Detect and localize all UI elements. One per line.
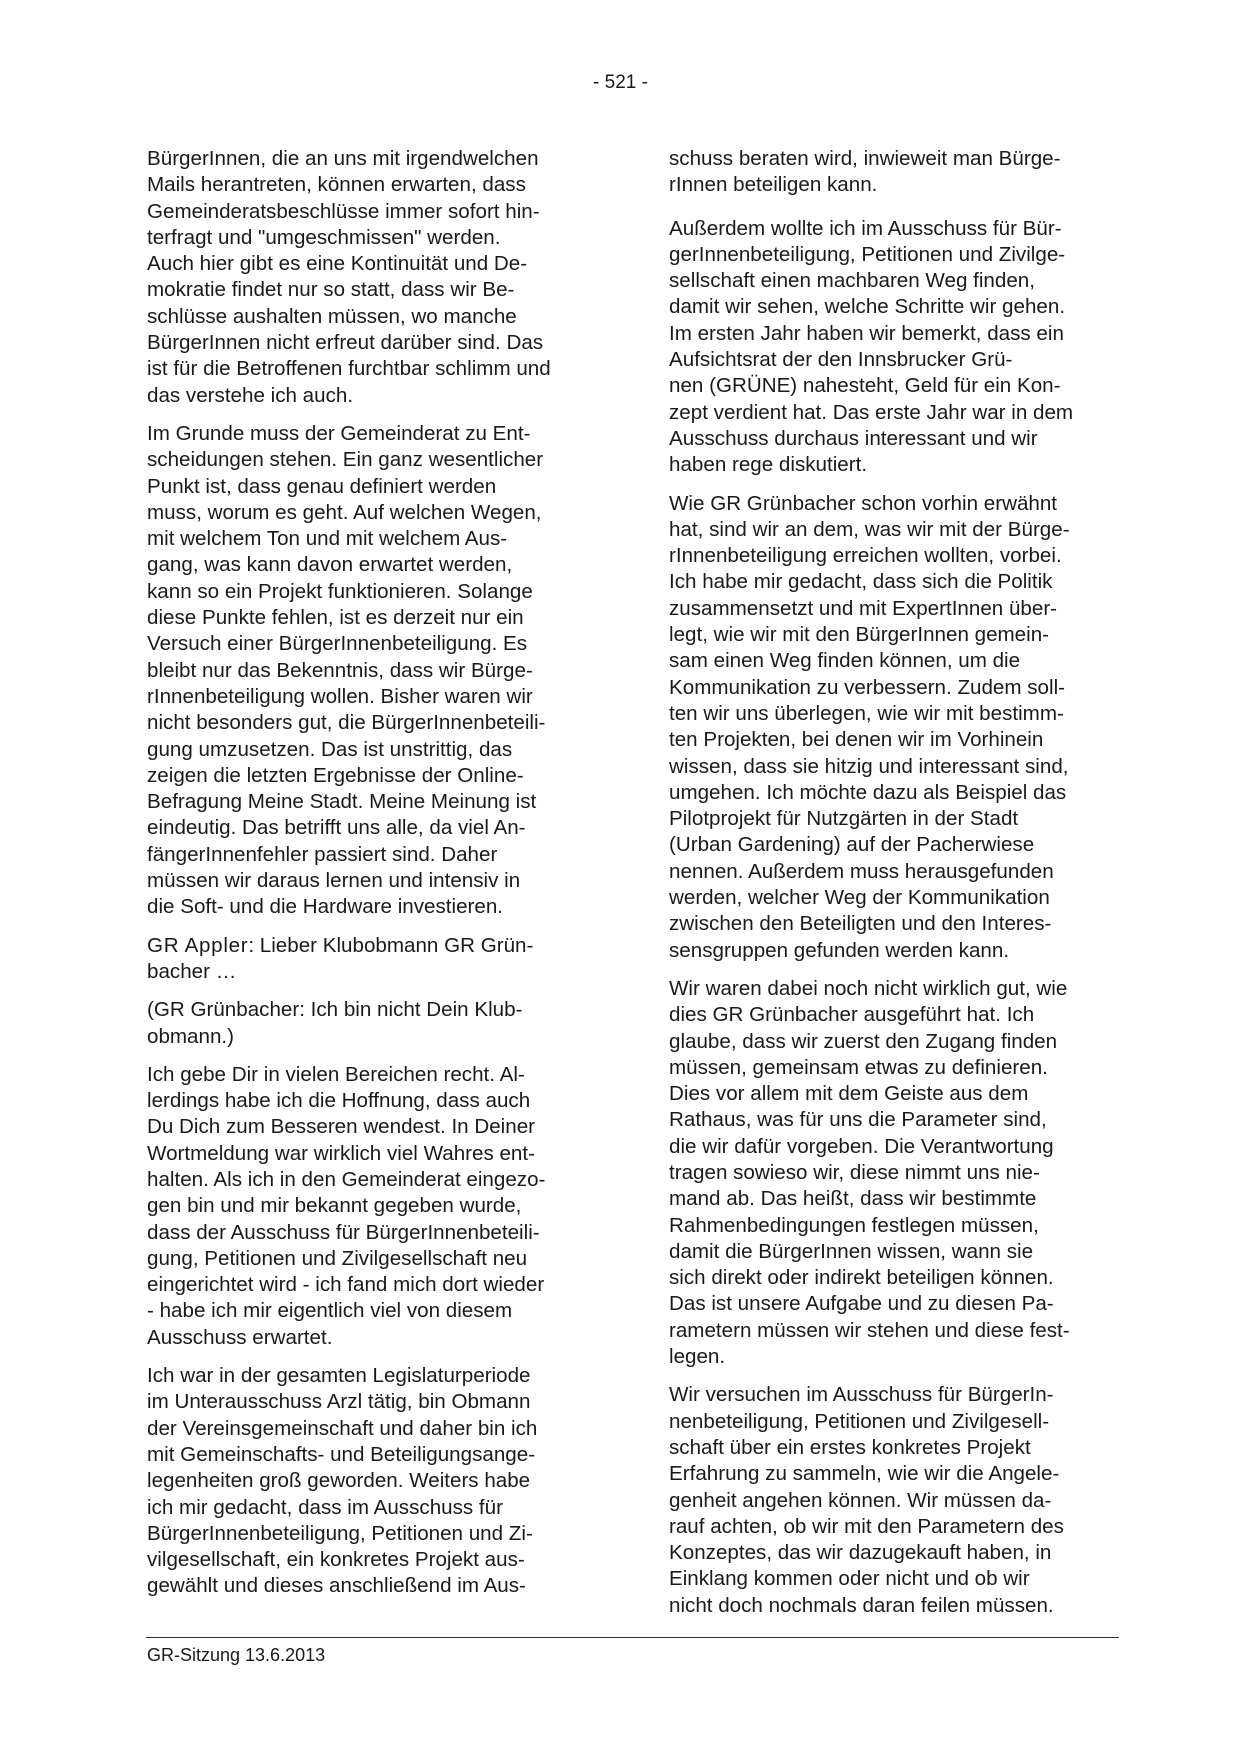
paragraph-speaker [147,933,602,986]
right-column [669,146,1124,1631]
paragraph: Ich gebe Dir in vielen Bereichen recht. Al- lerdings habe ich die Hoffnung, dass auch Du Dich zum Besseren wendest. In Deiner Wortmeldung war wirklich viel Wahres ent- halten. Als ich in den Gemeinderat eingezo- gen bin und mir bekannt gegeben wurde, dass der Ausschuss für BürgerInnenbeteili- gung, Petitionen und Zivilgesellschaft neu eingerichtet wird - ich fand mich dort wieder - habe ich mir eigentlich viel von diesem Ausschuss erwartet. [147,1062,546,1349]
paragraph: BürgerInnen, die an uns mit irgendwelchen Mails herantreten, können erwarten, dass Gemeinderatsbeschlüsse immer sofort hin- terfragt und "umgeschmissen" werden. Auch hier gibt es eine Kontinuität und De- mokratie findet nur so statt, dass wir Be- schlüsse aushalten müssen, wo manche BürgerInnen nicht erfreut darüber sind. Das ist für die Betroffenen furchtbar schlimm und das verstehe ich auch. [147,147,551,407]
paragraph: schuss beraten wird, inwieweit man Bürge- rInnen beteiligen kann. [669,147,1061,197]
left-column [147,146,602,1612]
speaker-name: GR Appler [147,933,249,957]
footer-divider [146,1637,1119,1638]
paragraph: Im Grunde muss der Gemeinderat zu Ent- scheidungen stehen. Ein ganz wesentlicher Punkt ist, dass genau definiert werden muss, worum es geht. Auf welchen Wegen, mit welchem Ton und mit welchem Aus- gang, was kann davon erwartet werden, kann so ein Projekt funktionieren. Solange diese Punkte fehlen, ist es derzeit nur ein Versuch einer BürgerInnenbeteiligung. Es bleibt nur das Bekenntnis, dass wir Bürge- rInnenbeteiligung wollen. Bisher waren wir nicht besonders gut, die BürgerInnenbeteili- gung umzusetzen. Das ist unstrittig, das zeigen die letzten Ergebnisse der Online- Befragung Meine Stadt. Meine Meinung ist eindeutig. Das betrifft uns alle, da viel An- fängerInnenfehler passiert sind. Daher müssen wir daraus lernen und intensiv in die Soft- und die Hardware investieren. [147,421,546,919]
paragraph: Wie GR Grünbacher schon vorhin erwähnt hat, sind wir an dem, was wir mit der Bürge- rInnenbeteiligung erreichen wollten, vorbei. Ich habe mir gedacht, dass sich die Politik zusammensetzt und mit ExpertInnen über- legt, wie wir mit den BürgerInnen gemein- sam einen Weg finden können, um die Kommunikation zu verbessern. Zudem soll- ten wir uns überlegen, wie wir mit bestimm- ten Projekten, bei denen wir im Vorhinein wissen, dass sie hitzig und interessant sind, umgehen. Ich möchte dazu als Beispiel das Pilotprojekt für Nutzgärten in der Stadt (Urban Gardening) auf der Pacherwiese nennen. Außerdem muss herausgefunden werden, welcher Weg der Kommunikation zwischen den Beteiligten und den Interes- sensgruppen gefunden werden kann. [669,491,1070,962]
paragraph: Ich war in der gesamten Legislaturperiode im Unterausschuss Arzl tätig, bin Obmann der Vereinsgemeinschaft und daher bin ich mit Gemeinschafts- und Beteiligungsange- legenheiten groß geworden. Weiters habe ich mir gedacht, dass im Ausschuss für BürgerInnenbeteiligung, Petitionen und Zi- vilgesellschaft, ein konkretes Projekt aus- gewählt und dieses anschließend im Aus- [147,1364,538,1598]
paragraph-interjection: (GR Grünbacher: Ich bin nicht Dein Klub- obmann.) [147,998,523,1048]
footer-session-date: GR-Sitzung 13.6.2013 [147,1645,326,1665]
paragraph: Wir versuchen im Ausschuss für BürgerIn- nenbeteiligung, Petitionen und Zivilgesell- schaft über ein erstes konkretes Projekt Erfahrung zu sammeln, wie wir die Angele- genheit angehen können. Wir müssen da- rauf achten, ob wir mit den Parametern des Konzeptes, das wir dazugekauft haben, in Einklang kommen oder nicht und ob wir nicht doch nochmals daran feilen müssen. [669,1383,1064,1617]
speaker-text: : Lieber Klubobmann GR Grün- bacher … [147,933,534,983]
paragraph: Wir waren dabei noch nicht wirklich gut, wie dies GR Grünbacher ausgeführt hat. Ich glaube, dass wir zuerst den Zugang finden müssen, gemeinsam etwas zu definieren. Dies vor allem mit dem Geiste aus dem Rathaus, was für uns die Parameter sind, die wir dafür vorgeben. Die Verantwortung tragen sowieso wir, diese nimmt uns nie- mand ab. Das heißt, dass wir bestimmte Rahmenbedingungen festlegen müssen, damit die BürgerInnen wissen, wann sie sich direkt oder indirekt beteiligen können. Das ist unsere Aufgabe und zu diesen Pa- rametern müssen wir stehen und diese fest- legen. [669,976,1070,1369]
paragraph: Außerdem wollte ich im Ausschuss für Bür- gerInnenbeteiligung, Petitionen und Zivilge- sellschaft einen machbaren Weg finden, damit wir sehen, welche Schritte wir gehen. Im ersten Jahr haben wir bemerkt, dass ein Aufsichtsrat der den Innsbrucker Grü- nen (GRÜNE) nahesteht, Geld für ein Kon- zept verdient hat. Das erste Jahr war in dem Ausschuss durchaus interessant und wir haben rege diskutiert. [669,216,1074,477]
page-number: - 521 - [593,72,648,93]
